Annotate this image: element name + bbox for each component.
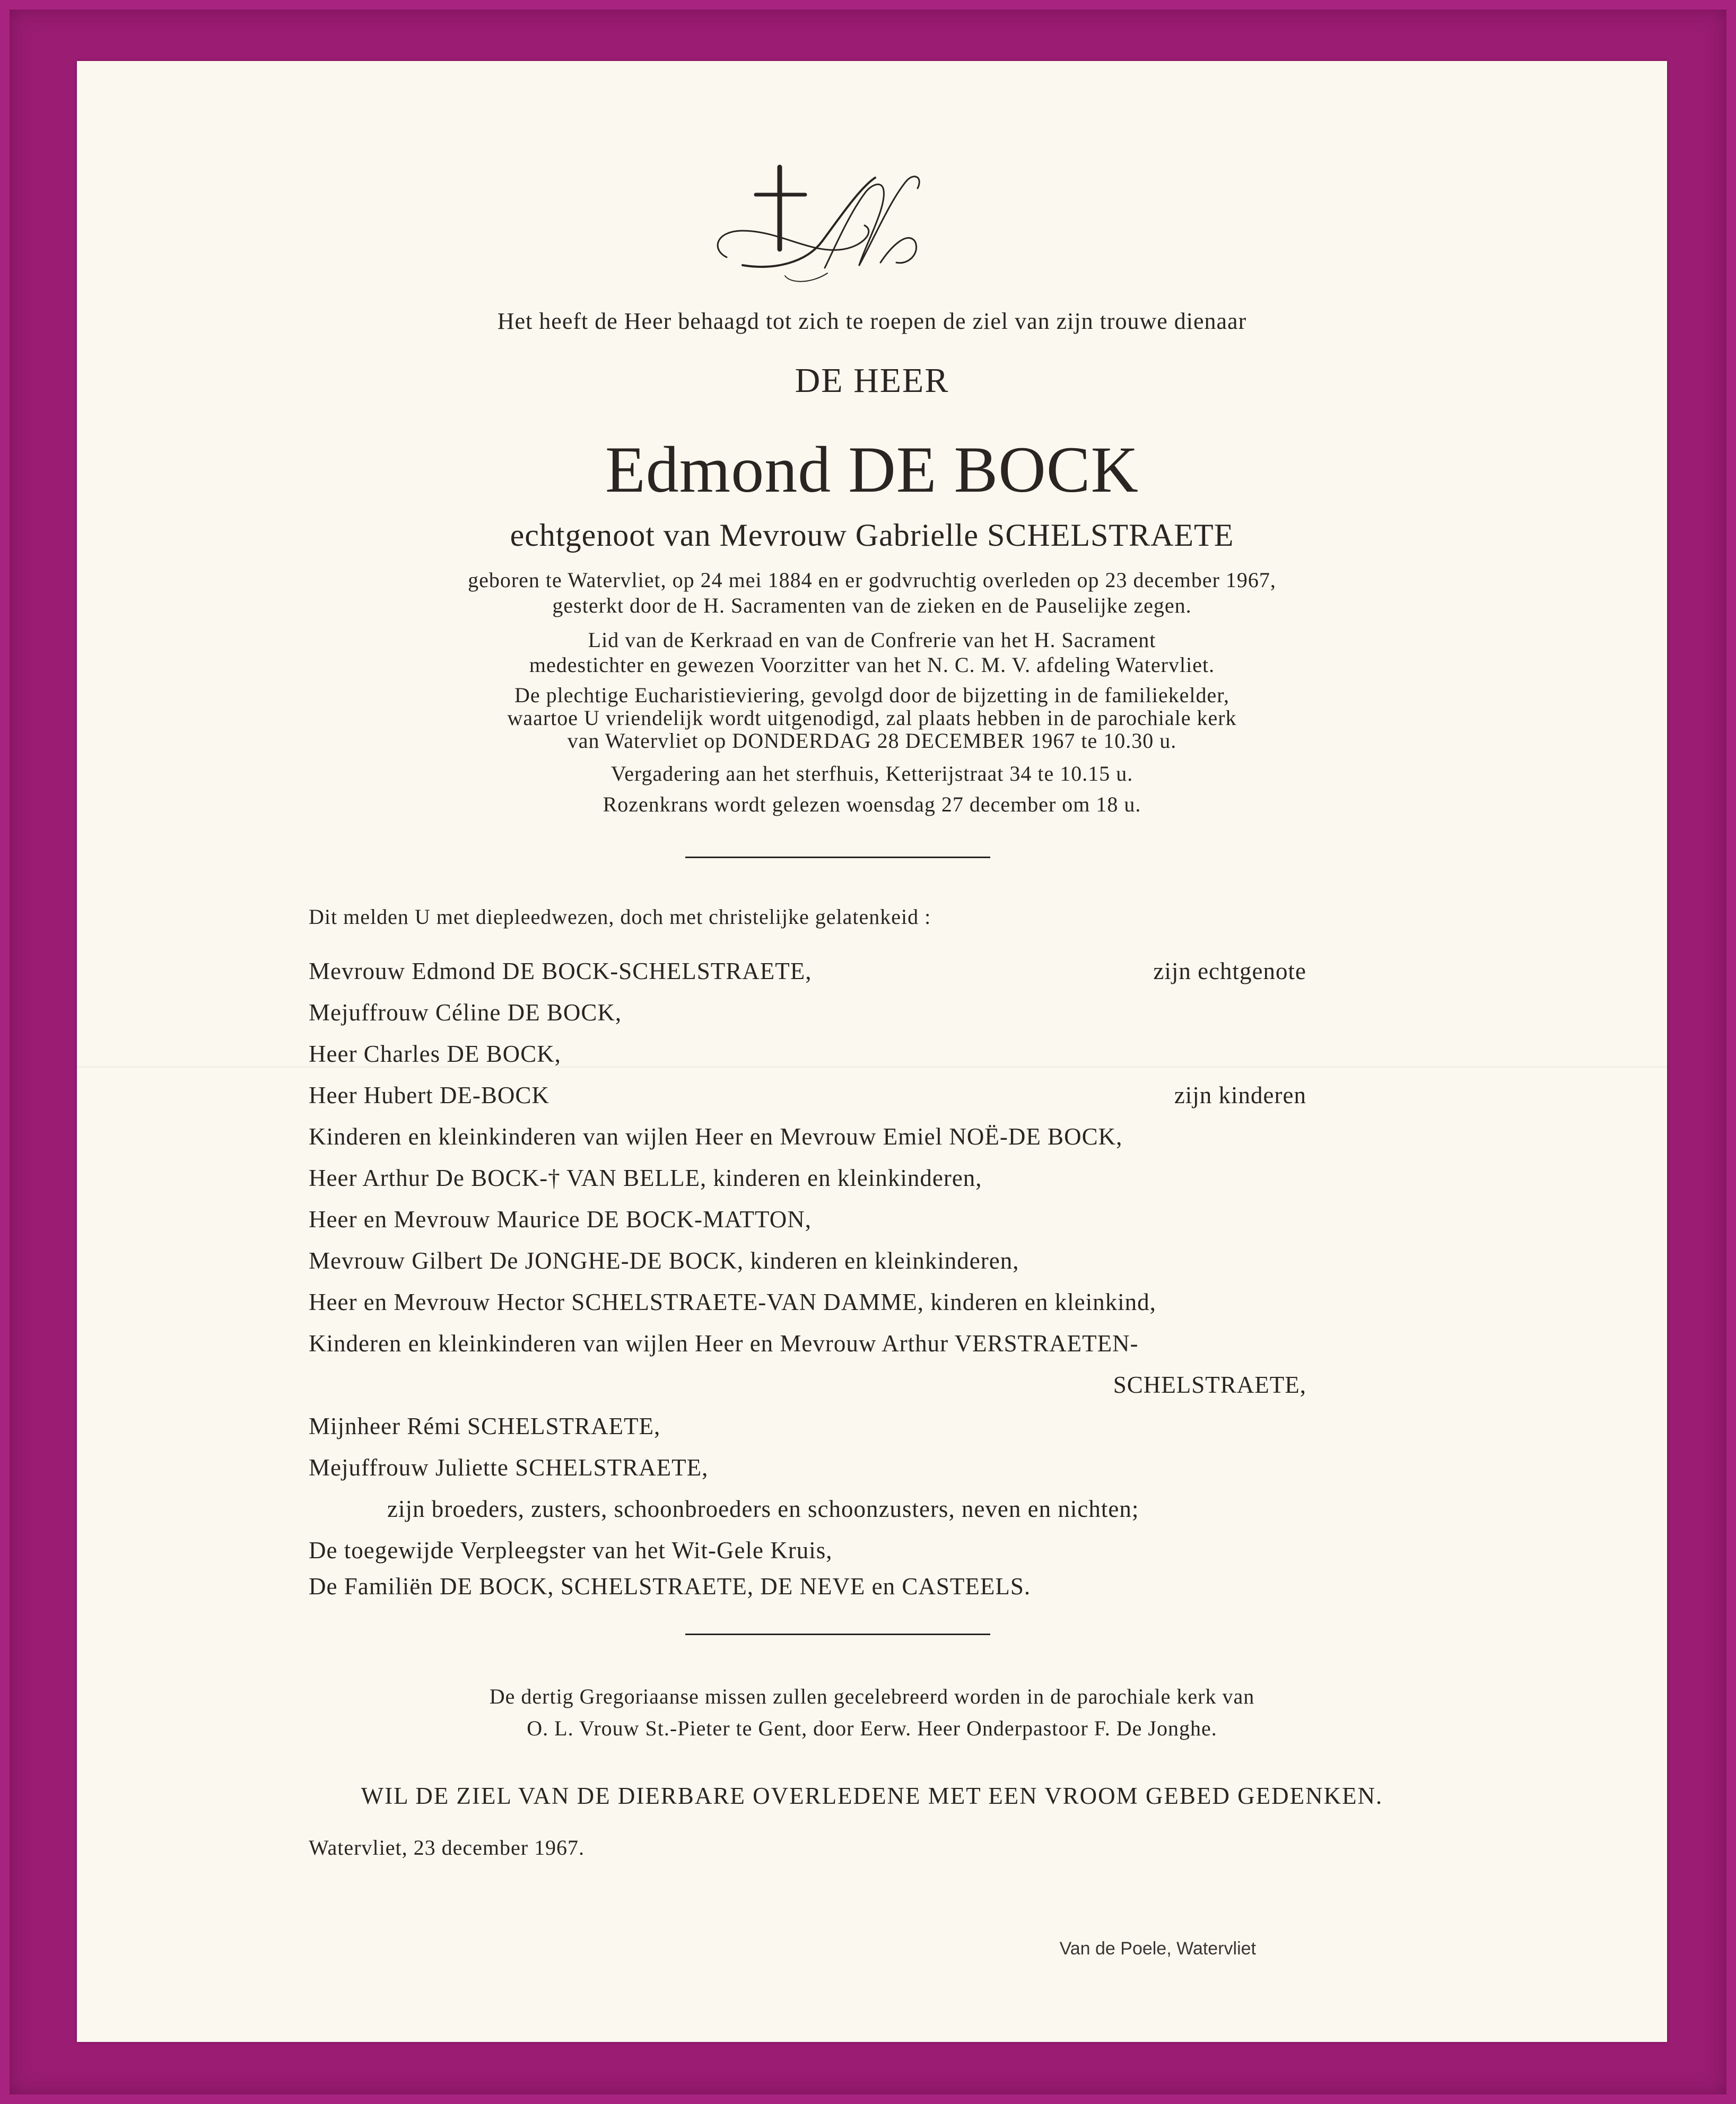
detail-line: medestichter en gewezen Voorzitter van het N. C. M. V. afdeling Watervliet. — [529, 653, 1215, 677]
family-line: Heer Hubert DE-BOCK — [309, 1082, 549, 1108]
detail-line: van Watervliet op DONDERDAG 28 DECEMBER 1967 te 10.30 u. — [567, 729, 1177, 753]
mourning-card — [77, 61, 1667, 2042]
masses-line: De dertig Gregoriaanse missen zullen gecelebreerd worden in de parochiale kerk van — [489, 1684, 1255, 1708]
family-line: Mijnheer Rémi SCHELSTRAETE, — [309, 1413, 661, 1439]
cross-monogram-icon — [705, 156, 939, 294]
family-line: Heer en Mevrouw Hector SCHELSTRAETE-VAN DAMME, kinderen en kleinkind, — [309, 1289, 1156, 1315]
family-line: Kinderen en kleinkinderen van wijlen Heer en Mevrouw Emiel NOË-DE BOCK, — [309, 1123, 1123, 1150]
detail-line: waartoe U vriendelijk wordt uitgenodigd, zal plaats hebben in de parochiale kerk — [507, 706, 1237, 730]
family-line: Mevrouw Edmond DE BOCK-SCHELSTRAETE, — [309, 958, 812, 984]
divider — [685, 1634, 990, 1635]
family-line: Heer Charles DE BOCK, — [309, 1041, 561, 1067]
family-line: Mejuffrouw Juliette SCHELSTRAETE, — [309, 1454, 709, 1481]
family-line: Heer Arthur De BOCK-† VAN BELLE, kinderen en kleinkinderen, — [309, 1165, 982, 1191]
masses-line: O. L. Vrouw St.-Pieter te Gent, door Eerw. Heer Onderpastoor F. De Jonghe. — [527, 1716, 1217, 1740]
divider — [685, 857, 990, 858]
family-line-indented: zijn broeders, zusters, schoonbroeders en schoonzusters, neven en nichten; — [387, 1496, 1139, 1522]
relation-label: zijn echtgenote — [1153, 958, 1306, 984]
spouse-line: echtgenoot van Mevrouw Gabrielle SCHELSTRAETE — [510, 518, 1234, 553]
family-line-continued: SCHELSTRAETE, — [1113, 1372, 1306, 1398]
printer-credit: Van de Poele, Watervliet — [1059, 1939, 1256, 1959]
family-line: Mejuffrouw Céline DE BOCK, — [309, 999, 622, 1026]
announcement-line: Dit melden U met diepleedwezen, doch met christelijke gelatenkeid : — [309, 905, 931, 929]
intro-line: Het heeft de Heer behaagd tot zich te roepen de ziel van zijn trouwe dienaar — [497, 308, 1247, 334]
relation-label: zijn kinderen — [1174, 1082, 1306, 1108]
detail-line: Rozenkrans wordt gelezen woensdag 27 december om 18 u. — [603, 792, 1141, 816]
family-line: Mevrouw Gilbert De JONGHE-DE BOCK, kinderen en kleinkinderen, — [309, 1247, 1019, 1274]
place-date: Watervliet, 23 december 1967. — [309, 1836, 585, 1859]
family-line: Kinderen en kleinkinderen van wijlen Heer en Mevrouw Arthur VERSTRAETEN- — [309, 1330, 1139, 1357]
detail-line: geboren te Watervliet, op 24 mei 1884 en er godvruchtig overleden op 23 december 1967, — [468, 568, 1276, 592]
detail-line: De plechtige Eucharistieviering, gevolgd door de bijzetting in de familiekelder, — [514, 683, 1229, 707]
detail-line: gesterkt door de H. Sacramenten van de zieken en de Pauselijke zegen. — [552, 593, 1192, 617]
title-de-heer: DE HEER — [795, 361, 949, 400]
family-line: De Familiën DE BOCK, SCHELSTRAETE, DE NEVE en CASTEELS. — [309, 1573, 1031, 1600]
prayer-line: WIL DE ZIEL VAN DE DIERBARE OVERLEDENE MET EEN VROOM GEBED GEDENKEN. — [361, 1783, 1383, 1809]
detail-line: Lid van de Kerkraad en van de Confrerie van het H. Sacrament — [588, 628, 1156, 652]
deceased-name: Edmond DE BOCK — [605, 433, 1139, 506]
family-line: De toegewijde Verpleegster van het Wit-Gele Kruis, — [309, 1537, 833, 1564]
family-line: Heer en Mevrouw Maurice DE BOCK-MATTON, — [309, 1206, 812, 1233]
detail-line: Vergadering aan het sterfhuis, Ketterijstraat 34 te 10.15 u. — [610, 762, 1133, 785]
